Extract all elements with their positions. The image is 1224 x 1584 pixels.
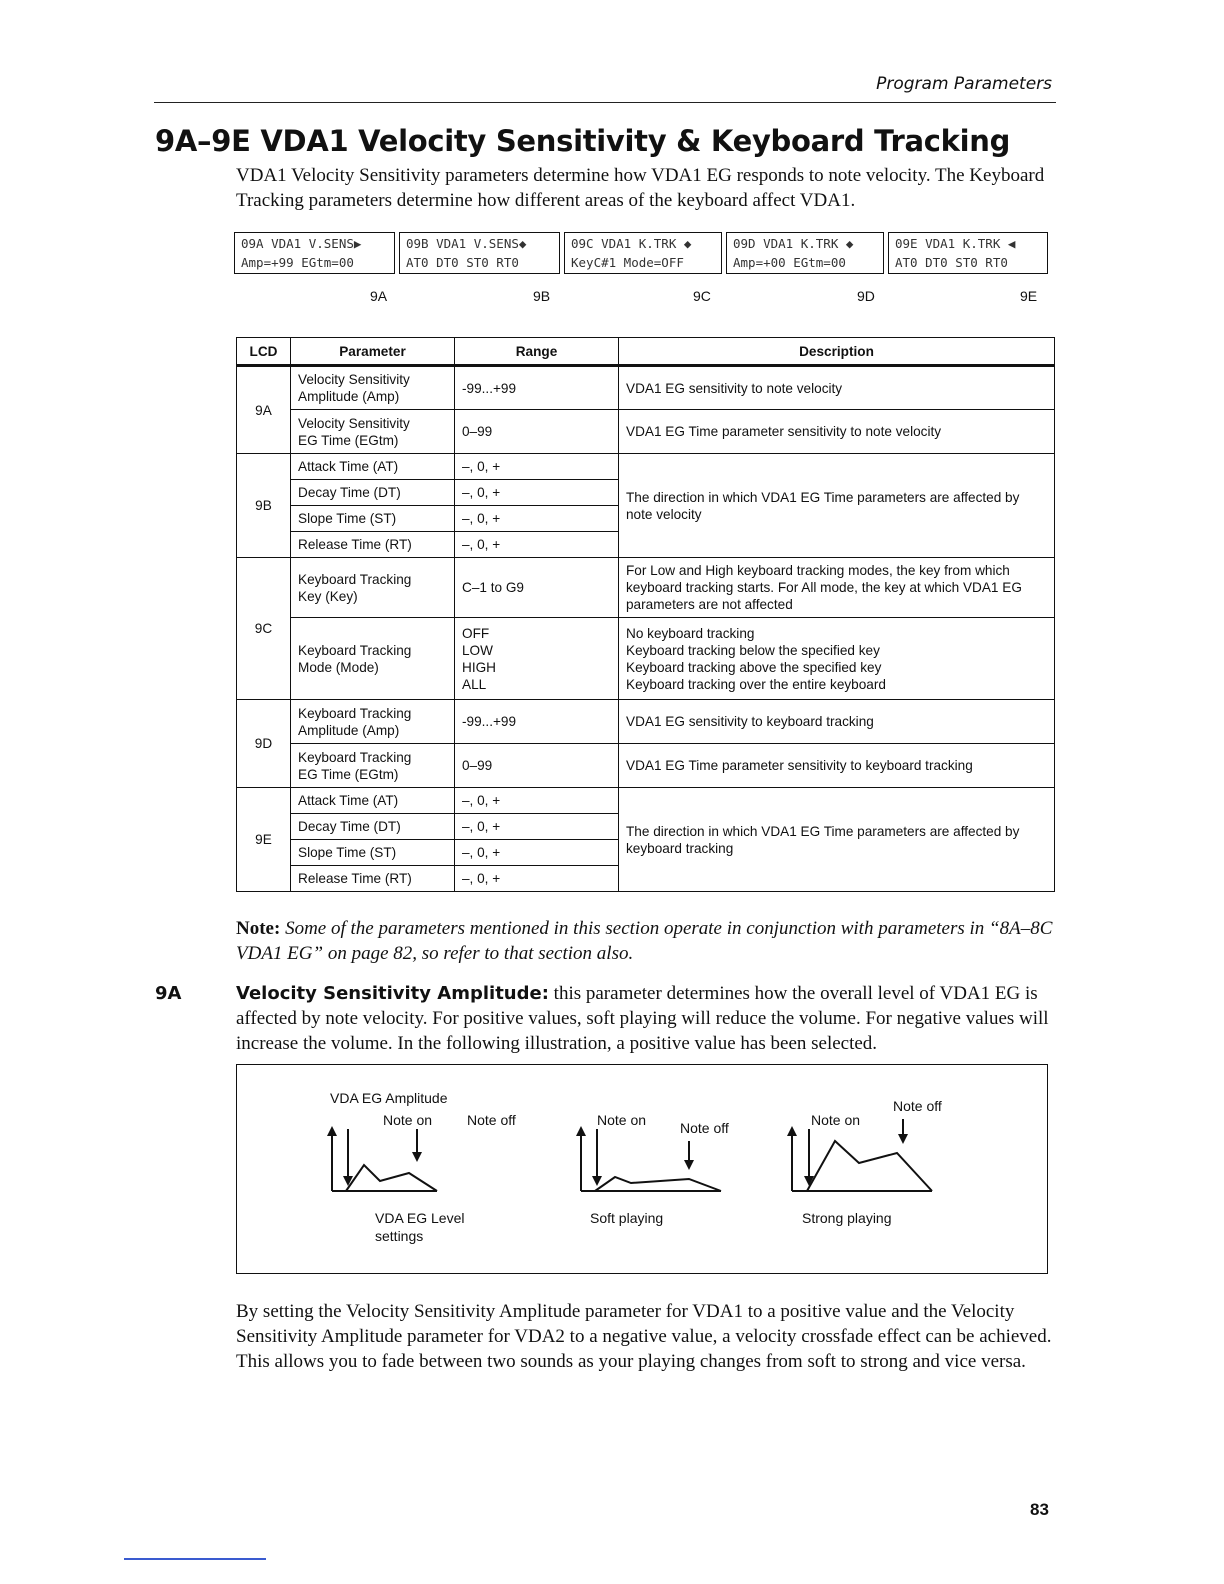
panel3-note-off: Note off bbox=[893, 1098, 942, 1114]
description-cell: VDA1 EG Time parameter sensitivity to note velocity bbox=[619, 410, 1055, 454]
header-lcd: LCD bbox=[237, 338, 291, 366]
description-cell: The direction in which VDA1 EG Time parameters are affected by keyboard tracking bbox=[619, 788, 1055, 892]
lcd-9a-line1: 09A VDA1 V.SENS▶ bbox=[241, 236, 362, 251]
lcd-cell-9e: 9E bbox=[237, 788, 291, 892]
lcd-9c-line1: 09C VDA1 K.TRK ◆ bbox=[571, 236, 692, 251]
range-cell: -99...+99 bbox=[455, 700, 619, 744]
table-row bbox=[237, 744, 1055, 788]
param-cell: Release Time (RT) bbox=[291, 532, 455, 558]
param-cell: Velocity Sensitivity Amplitude (Amp) bbox=[291, 366, 455, 410]
description-cell: VDA1 EG sensitivity to note velocity bbox=[619, 366, 1055, 410]
lcd-cell-9b: 9B bbox=[237, 454, 291, 558]
lcd-9e-line1: 09E VDA1 K.TRK ◀ bbox=[895, 236, 1016, 251]
range-cell: OFF LOW HIGH ALL bbox=[455, 618, 619, 700]
intro-paragraph: VDA1 Velocity Sensitivity parameters determine how VDA1 EG responds to note velocity. The Keyboard Tracking parameters determine how different areas of the keyboard affect VDA1. bbox=[236, 165, 1045, 211]
lcd-9b-line1: 09B VDA1 V.SENS◆ bbox=[406, 236, 527, 251]
panel2-note-on: Note on bbox=[597, 1112, 647, 1128]
range-cell: 0–99 bbox=[455, 410, 619, 454]
eg-panel-settings bbox=[332, 1129, 437, 1191]
panel1-note-on: Note on bbox=[383, 1112, 433, 1128]
lcd-9e-line2: AT0 DT0 ST0 RT0 bbox=[895, 255, 1008, 270]
header-parameter: Parameter bbox=[291, 338, 455, 366]
note-paragraph bbox=[236, 916, 1056, 966]
running-header: Program Parameters bbox=[876, 74, 1052, 94]
table-row bbox=[237, 366, 1055, 410]
range-cell: –, 0, + bbox=[455, 480, 619, 506]
section-9a-paragraph bbox=[236, 981, 1056, 1056]
page-number: 83 bbox=[1030, 1500, 1049, 1519]
param-cell: Keyboard Tracking Key (Key) bbox=[291, 558, 455, 618]
range-cell: –, 0, + bbox=[455, 506, 619, 532]
panel1-caption: VDA EG Level settings bbox=[375, 1210, 465, 1244]
table-header-row bbox=[237, 338, 1055, 366]
description-cell: VDA1 EG Time parameter sensitivity to keyboard tracking bbox=[619, 744, 1055, 788]
lcd-label-9e: 9E bbox=[1020, 288, 1038, 304]
lcd-9c bbox=[564, 232, 722, 274]
lcd-cell-9c: 9C bbox=[237, 558, 291, 700]
panel3-note-on: Note on bbox=[811, 1112, 861, 1128]
section-number: 9A bbox=[155, 983, 182, 1004]
closing-paragraph: By setting the Velocity Sensitivity Amplitude parameter for VDA1 to a positive value and the Velocity Sensitivity Amplitude parameter for VDA2 to a negative value, a velocity crossfade effect can be achieved. This allows you to fade between two sounds as your playing changes from soft to strong and vice versa. bbox=[236, 1301, 1052, 1372]
lcd-9d-line2: Amp=+00 EGtm=00 bbox=[733, 255, 846, 270]
param-cell: Keyboard Tracking EG Time (EGtm) bbox=[291, 744, 455, 788]
panel2-note-off: Note off bbox=[680, 1120, 729, 1136]
parameter-table bbox=[236, 337, 1055, 892]
range-cell: -99...+99 bbox=[455, 366, 619, 410]
section-title: 9A–9E VDA1 Velocity Sensitivity & Keyboard Tracking bbox=[155, 124, 1011, 158]
param-cell: Attack Time (AT) bbox=[291, 788, 455, 814]
footer-rule bbox=[124, 1558, 266, 1560]
table-row bbox=[237, 410, 1055, 454]
param-cell: Release Time (RT) bbox=[291, 866, 455, 892]
table-row bbox=[237, 454, 1055, 480]
section-9a-text: this parameter determines how the overall level of VDA1 EG is affected by note velocity. For positive values, soft playing will reduce the volume. For negative values will increase the volume. In the following illustration, a positive value has been selected. bbox=[236, 983, 1049, 1054]
lcd-cell-9d: 9D bbox=[237, 700, 291, 788]
param-cell: Decay Time (DT) bbox=[291, 814, 455, 840]
param-cell: Slope Time (ST) bbox=[291, 506, 455, 532]
lcd-cell-9a: 9A bbox=[237, 366, 291, 454]
note-label: Note: bbox=[236, 918, 281, 939]
param-cell: Keyboard Tracking Mode (Mode) bbox=[291, 618, 455, 700]
description-cell: The direction in which VDA1 EG Time parameters are affected by note velocity bbox=[619, 454, 1055, 558]
lcd-9a bbox=[234, 232, 395, 274]
table-row bbox=[237, 788, 1055, 814]
section-9a-heading: Velocity Sensitivity Amplitude: bbox=[236, 983, 549, 1004]
lcd-label-9c: 9C bbox=[693, 288, 711, 304]
description-cell: VDA1 EG sensitivity to keyboard tracking bbox=[619, 700, 1055, 744]
range-cell: –, 0, + bbox=[455, 866, 619, 892]
eg-envelope bbox=[807, 1141, 932, 1191]
range-cell: –, 0, + bbox=[455, 788, 619, 814]
eg-envelope bbox=[346, 1165, 437, 1191]
param-cell: Velocity Sensitivity EG Time (EGtm) bbox=[291, 410, 455, 454]
note-text: Some of the parameters mentioned in this section operate in conjunction with parameters in “8A–8C VDA1 EG” on page 82, so refer to that section also. bbox=[236, 918, 1053, 964]
lcd-label-9a: 9A bbox=[370, 288, 388, 304]
lcd-9d-line1: 09D VDA1 K.TRK ◆ bbox=[733, 236, 854, 251]
lcd-label-9b: 9B bbox=[533, 288, 551, 304]
panel1-note-off: Note off bbox=[467, 1112, 516, 1128]
description-cell: No keyboard tracking Keyboard tracking below the specified key Keyboard tracking above the specified key Keyboard tracking over the entire keyboard bbox=[619, 618, 1055, 700]
lcd-9a-line2: Amp=+99 EGtm=00 bbox=[241, 255, 354, 270]
param-cell: Attack Time (AT) bbox=[291, 454, 455, 480]
range-cell: 0–99 bbox=[455, 744, 619, 788]
header-description: Description bbox=[619, 338, 1055, 366]
lcd-9d bbox=[726, 232, 884, 274]
lcd-9b-line2: AT0 DT0 ST0 RT0 bbox=[406, 255, 519, 270]
range-cell: –, 0, + bbox=[455, 814, 619, 840]
eg-panel-soft bbox=[581, 1129, 721, 1191]
table-row bbox=[237, 558, 1055, 618]
description-cell: For Low and High keyboard tracking modes, the key from which keyboard tracking starts. For All mode, the key at which VDA1 EG parameters are not affected bbox=[619, 558, 1055, 618]
panel3-caption: Strong playing bbox=[802, 1210, 892, 1226]
eg-envelope bbox=[595, 1177, 721, 1191]
eg-panel-strong bbox=[792, 1119, 932, 1191]
header-rule bbox=[154, 102, 1056, 103]
range-cell: –, 0, + bbox=[455, 454, 619, 480]
figure-title: VDA EG Amplitude bbox=[330, 1090, 448, 1106]
header-range: Range bbox=[455, 338, 619, 366]
panel2-caption: Soft playing bbox=[590, 1210, 664, 1226]
table-row bbox=[237, 618, 1055, 700]
range-cell: –, 0, + bbox=[455, 532, 619, 558]
param-cell: Decay Time (DT) bbox=[291, 480, 455, 506]
table-row bbox=[237, 700, 1055, 744]
lcd-screens bbox=[234, 232, 1048, 274]
lcd-9e bbox=[888, 232, 1048, 274]
lcd-9b bbox=[399, 232, 560, 274]
range-cell: C–1 to G9 bbox=[455, 558, 619, 618]
lcd-label-9d: 9D bbox=[857, 288, 875, 304]
eg-amplitude-figure bbox=[236, 1064, 1048, 1274]
param-cell: Keyboard Tracking Amplitude (Amp) bbox=[291, 700, 455, 744]
range-cell: –, 0, + bbox=[455, 840, 619, 866]
param-cell: Slope Time (ST) bbox=[291, 840, 455, 866]
lcd-9c-line2: KeyC#1 Mode=OFF bbox=[571, 255, 684, 270]
